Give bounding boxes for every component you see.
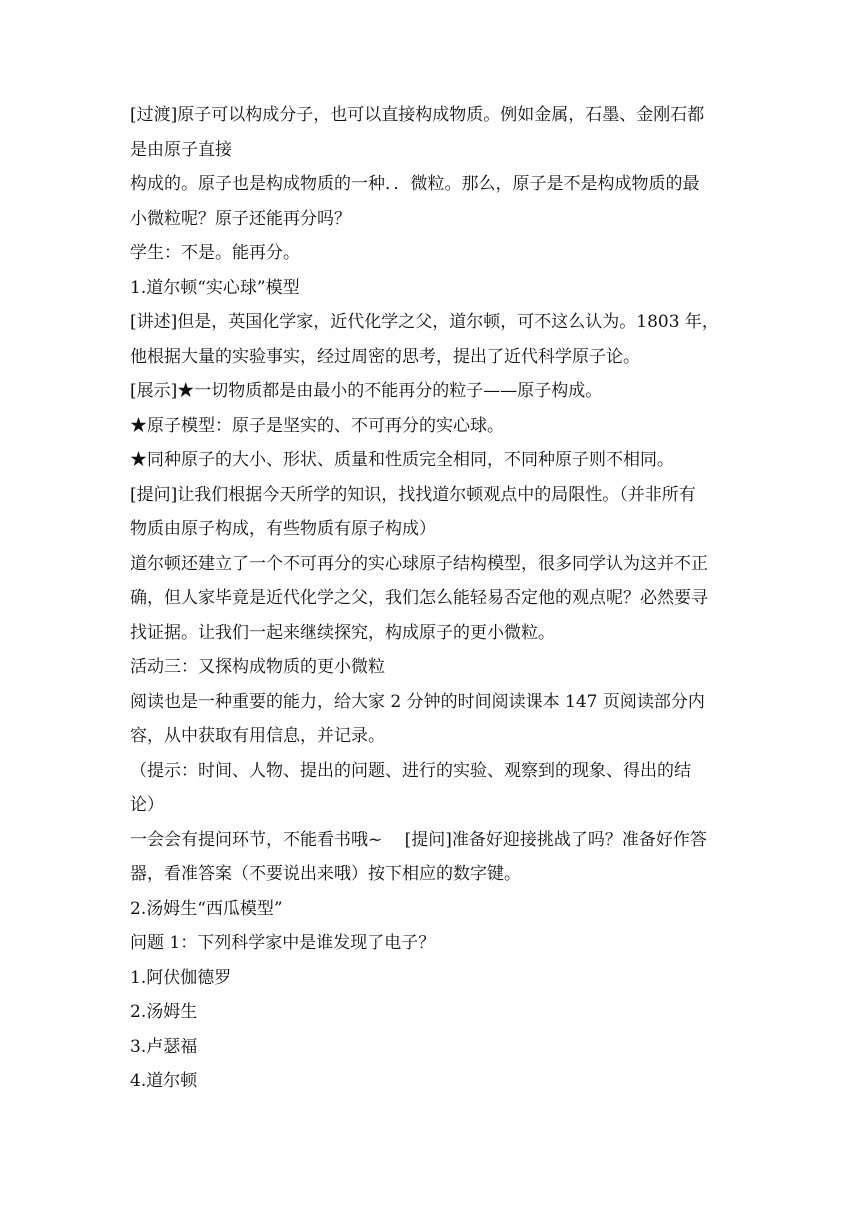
text-line: 道尔顿还建立了一个不可再分的实心球原子结构模型，很多同学认为这并不正 xyxy=(130,553,708,574)
section-heading: 1.道尔顿“实心球”模型 xyxy=(130,277,300,298)
text-line: 论） xyxy=(130,795,164,815)
text-line: （提示：时间、人物、提出的问题、进行的实验、观察到的现象、得出的结 xyxy=(130,760,691,781)
text-line: 阅读也是一种重要的能力，给大家 2 分钟的时间阅读课本 147 页阅读部分内 xyxy=(130,691,705,712)
text-line: 他根据大量的实验事实，经过周密的思考，提出了近代科学原子论。 xyxy=(130,346,640,367)
document-body xyxy=(130,98,720,1099)
answer-option: 2.汤姆生 xyxy=(130,1002,198,1022)
answer-option: 3.卢瑟福 xyxy=(130,1036,198,1057)
text-line: 一会会有提问环节，不能看书哦~ [提问]准备好迎接挑战了吗？准备好作答 xyxy=(130,829,707,850)
text-line: [过渡]原子可以构成分子，也可以直接构成物质。例如金属，石墨、金刚石都 xyxy=(130,105,705,125)
section-heading: 活动三：又探构成物质的更小微粒 xyxy=(130,657,385,677)
text-line: 学生：不是。能再分。 xyxy=(130,243,300,263)
text-line: 物质由原子构成，有些物质有原子构成） xyxy=(130,519,436,539)
text-line: [展示]★一切物质都是由最小的不能再分的粒子——原子构成。 xyxy=(130,381,603,401)
question-line: 问题 1：下列科学家中是谁发现了电子？ xyxy=(130,933,436,953)
text-line: 小微粒呢？原子还能再分吗？ xyxy=(130,208,351,229)
text-line: 确，但人家毕竟是近代化学之父，我们怎么能轻易否定他的观点呢？必然要寻 xyxy=(130,588,708,608)
text-line: ★原子模型：原子是坚实的、不可再分的实心球。 xyxy=(130,415,504,436)
answer-option: 4.道尔顿 xyxy=(130,1071,198,1091)
text-line: 是由原子直接 xyxy=(130,139,232,160)
text-line: [讲述]但是，英国化学家，近代化学之父，道尔顿，可不这么认为。1803 年， xyxy=(130,312,719,332)
section-heading: 2.汤姆生“西瓜模型” xyxy=(130,898,283,919)
text-line: 容，从中获取有用信息，并记录。 xyxy=(130,726,385,746)
answer-option: 1.阿伏伽德罗 xyxy=(130,967,232,988)
text-line: 器，看准答案（不要说出来哦）按下相应的数字键。 xyxy=(130,864,521,884)
text-line: 构成的。原子也是构成物质的一种．．微粒。那么，原子是不是构成物质的最 xyxy=(130,174,700,194)
text-line: ★同种原子的大小、形状、质量和性质完全相同，不同种原子则不相同。 xyxy=(130,450,674,470)
text-line: 找证据。让我们一起来继续探究，构成原子的更小微粒。 xyxy=(130,622,555,643)
text-line: [提问]让我们根据今天所学的知识，找找道尔顿观点中的局限性。（并非所有 xyxy=(130,484,696,505)
